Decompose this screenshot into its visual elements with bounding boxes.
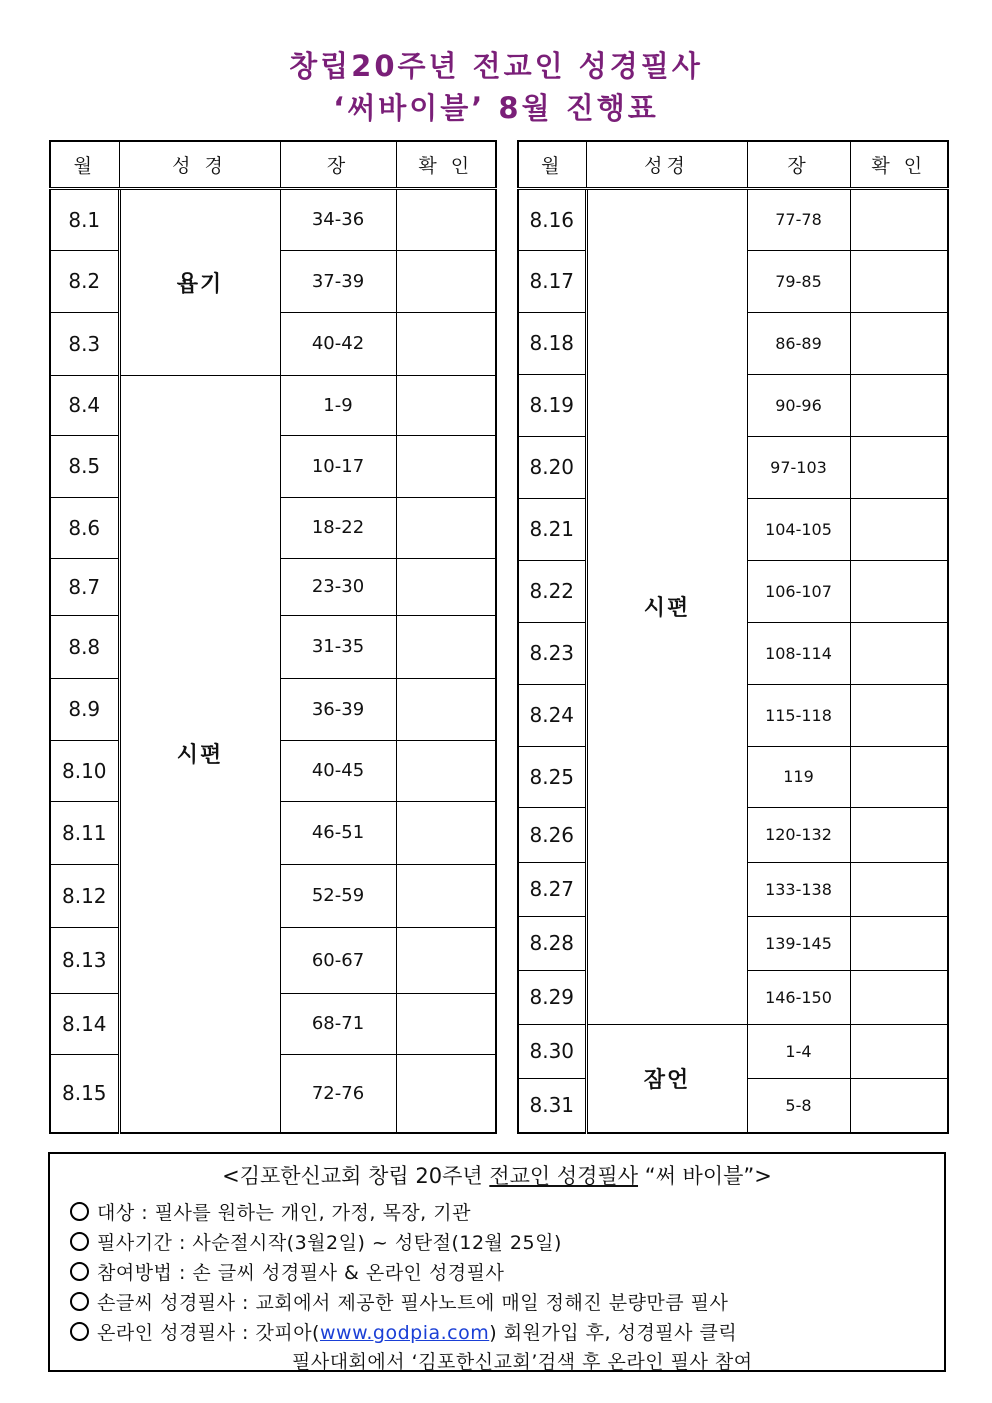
chapter-cell: 37-39 — [280, 250, 396, 312]
schedule-table-left — [49, 140, 497, 1134]
info-handwriting-line — [70, 1288, 728, 1315]
check-cell[interactable] — [850, 250, 948, 312]
chapter-cell: 108-114 — [747, 622, 850, 684]
book-cell: 시편 — [586, 188, 747, 1024]
chapter-cell: 10-17 — [280, 435, 396, 497]
table-row — [50, 375, 496, 435]
date-cell: 8.25 — [518, 746, 586, 807]
header-chapter: 장 — [747, 141, 850, 188]
check-cell[interactable] — [396, 801, 496, 864]
date-cell: 8.21 — [518, 498, 586, 560]
date-cell: 8.6 — [50, 497, 119, 558]
info-online-prefix: 온라인 성경필사 : 갓피아( — [97, 1322, 320, 1344]
date-cell: 8.12 — [50, 864, 119, 927]
date-cell: 8.28 — [518, 916, 586, 970]
info-box — [48, 1152, 946, 1372]
check-cell[interactable] — [396, 1054, 496, 1133]
check-cell[interactable] — [850, 560, 948, 622]
header-book: 성경 — [586, 141, 747, 188]
header-check: 확 인 — [850, 141, 948, 188]
chapter-cell: 106-107 — [747, 560, 850, 622]
check-cell[interactable] — [396, 558, 496, 615]
check-cell[interactable] — [396, 864, 496, 927]
check-cell[interactable] — [850, 1078, 948, 1133]
date-cell: 8.27 — [518, 862, 586, 916]
date-cell: 8.10 — [50, 740, 119, 801]
circle-bullet-icon — [70, 1292, 89, 1311]
check-cell[interactable] — [850, 436, 948, 498]
date-cell: 8.23 — [518, 622, 586, 684]
chapter-cell: 46-51 — [280, 801, 396, 864]
chapter-cell: 23-30 — [280, 558, 396, 615]
check-cell[interactable] — [850, 498, 948, 560]
info-target-line — [70, 1198, 471, 1225]
chapter-cell: 79-85 — [747, 250, 850, 312]
page-subtitle: ‘써바이블’ 8월 진행표 — [333, 91, 659, 125]
date-cell: 8.11 — [50, 801, 119, 864]
date-cell: 8.8 — [50, 615, 119, 678]
chapter-cell: 40-42 — [280, 312, 396, 375]
date-cell: 8.18 — [518, 312, 586, 374]
check-cell[interactable] — [396, 678, 496, 740]
date-cell: 8.22 — [518, 560, 586, 622]
check-cell[interactable] — [396, 188, 496, 250]
check-cell[interactable] — [850, 970, 948, 1024]
date-cell: 8.7 — [50, 558, 119, 615]
date-cell: 8.19 — [518, 374, 586, 436]
date-cell: 8.2 — [50, 250, 119, 312]
chapter-cell: 90-96 — [747, 374, 850, 436]
info-target: 대상 : 필사를 원하는 개인, 가정, 목장, 기관 — [97, 1202, 471, 1224]
chapter-cell: 36-39 — [280, 678, 396, 740]
chapter-cell: 34-36 — [280, 188, 396, 250]
book-cell: 시편 — [119, 375, 280, 1133]
info-heading-prefix: <김포한신교회 창립 20주년 — [222, 1164, 490, 1188]
check-cell[interactable] — [850, 916, 948, 970]
info-method-line — [70, 1258, 504, 1285]
check-cell[interactable] — [850, 807, 948, 862]
circle-bullet-icon — [70, 1262, 89, 1281]
check-cell[interactable] — [850, 622, 948, 684]
check-cell[interactable] — [396, 312, 496, 375]
chapter-cell: 86-89 — [747, 312, 850, 374]
date-cell: 8.4 — [50, 375, 119, 435]
date-cell: 8.15 — [50, 1054, 119, 1133]
chapter-cell: 18-22 — [280, 497, 396, 558]
check-cell[interactable] — [850, 374, 948, 436]
info-heading-underlined: 전교인 성경필사 — [489, 1164, 639, 1188]
schedule-table-right — [517, 140, 949, 1134]
check-cell[interactable] — [850, 684, 948, 746]
chapter-cell: 97-103 — [747, 436, 850, 498]
godpia-link[interactable]: www.godpia.com — [319, 1322, 490, 1344]
chapter-cell: 115-118 — [747, 684, 850, 746]
table-row — [518, 1024, 948, 1078]
info-method: 참여방법 : 손 글씨 성경필사 & 온라인 성경필사 — [97, 1262, 505, 1284]
chapter-cell: 146-150 — [747, 970, 850, 1024]
info-period: 필사기간 : 사순절시작(3월2일) ~ 성탄절(12월 25일) — [97, 1232, 562, 1254]
check-cell[interactable] — [850, 746, 948, 807]
date-cell: 8.13 — [50, 927, 119, 993]
circle-bullet-icon — [70, 1202, 89, 1221]
header-book: 성 경 — [119, 141, 280, 188]
date-cell: 8.17 — [518, 250, 586, 312]
header-chapter: 장 — [280, 141, 396, 188]
date-cell: 8.26 — [518, 807, 586, 862]
chapter-cell: 1-4 — [747, 1024, 850, 1078]
check-cell[interactable] — [396, 740, 496, 801]
table-row — [50, 188, 496, 250]
header-month: 월 — [50, 141, 119, 188]
chapter-cell: 52-59 — [280, 864, 396, 927]
date-cell: 8.1 — [50, 188, 119, 250]
chapter-cell: 1-9 — [280, 375, 396, 435]
check-cell[interactable] — [396, 497, 496, 558]
check-cell[interactable] — [396, 375, 496, 435]
chapter-cell: 68-71 — [280, 993, 396, 1054]
chapter-cell: 104-105 — [747, 498, 850, 560]
info-online-suffix: ) 회원가입 후, 성경필사 클릭 — [489, 1322, 738, 1344]
check-cell[interactable] — [396, 615, 496, 678]
info-handwriting: 손글씨 성경필사 : 교회에서 제공한 필사노트에 매일 정해진 분량만큼 필사 — [97, 1292, 729, 1314]
date-cell: 8.16 — [518, 188, 586, 250]
date-cell: 8.29 — [518, 970, 586, 1024]
chapter-cell: 139-145 — [747, 916, 850, 970]
info-period-line — [70, 1228, 562, 1255]
date-cell: 8.3 — [50, 312, 119, 375]
date-cell: 8.24 — [518, 684, 586, 746]
info-online-line — [70, 1318, 737, 1345]
header-check: 확 인 — [396, 141, 496, 188]
check-cell[interactable] — [850, 862, 948, 916]
date-cell: 8.31 — [518, 1078, 586, 1133]
chapter-cell: 119 — [747, 746, 850, 807]
check-cell[interactable] — [396, 927, 496, 993]
info-online-line2: 필사대회에서 ‘김포한신교회’검색 후 온라인 필사 참여 — [292, 1351, 753, 1373]
page-title: 창립20주년 전교인 성경필사 — [289, 49, 703, 83]
date-cell: 8.30 — [518, 1024, 586, 1078]
chapter-cell: 40-45 — [280, 740, 396, 801]
check-cell[interactable] — [396, 250, 496, 312]
info-heading-suffix: “써 바이블”> — [638, 1164, 772, 1188]
date-cell: 8.20 — [518, 436, 586, 498]
book-cell: 잠언 — [586, 1024, 747, 1133]
table-row — [518, 188, 948, 250]
check-cell[interactable] — [396, 435, 496, 497]
chapter-cell: 31-35 — [280, 615, 396, 678]
chapter-cell: 60-67 — [280, 927, 396, 993]
info-heading — [50, 1160, 944, 1190]
check-cell[interactable] — [850, 312, 948, 374]
circle-bullet-icon — [70, 1322, 89, 1341]
check-cell[interactable] — [396, 993, 496, 1054]
circle-bullet-icon — [70, 1232, 89, 1251]
date-cell: 8.14 — [50, 993, 119, 1054]
chapter-cell: 72-76 — [280, 1054, 396, 1133]
chapter-cell: 77-78 — [747, 188, 850, 250]
date-cell: 8.9 — [50, 678, 119, 740]
date-cell: 8.5 — [50, 435, 119, 497]
book-cell: 욥기 — [119, 188, 280, 375]
check-cell[interactable] — [850, 188, 948, 250]
check-cell[interactable] — [850, 1024, 948, 1078]
chapter-cell: 133-138 — [747, 862, 850, 916]
header-month: 월 — [518, 141, 586, 188]
chapter-cell: 120-132 — [747, 807, 850, 862]
chapter-cell: 5-8 — [747, 1078, 850, 1133]
